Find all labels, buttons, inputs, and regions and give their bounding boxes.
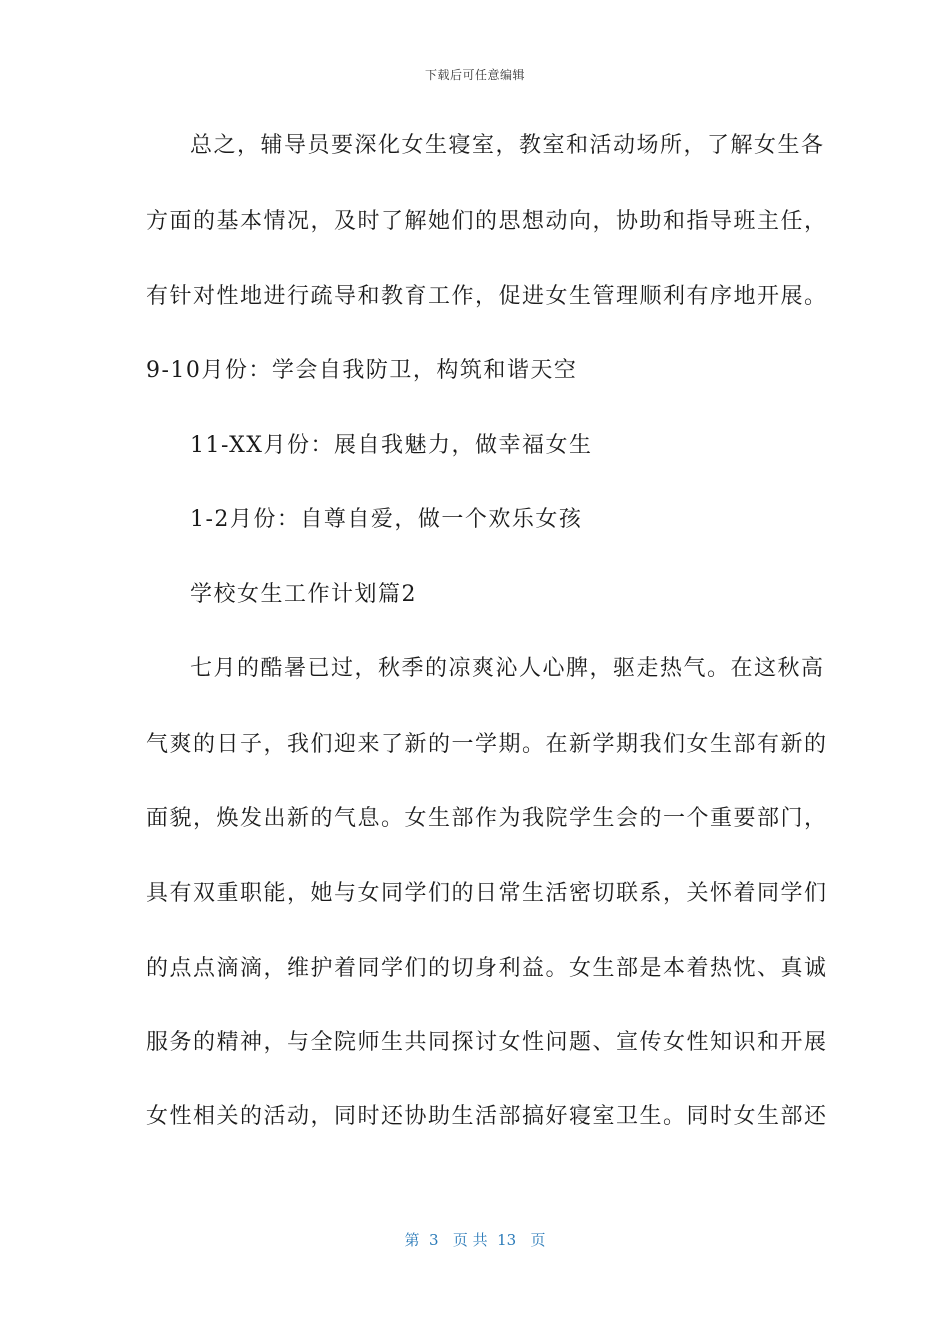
body-line-14: 女性相关的活动，同时还协助生活部搞好寝室卫生。同时女生部还 [146, 1104, 828, 1129]
body-line-13: 服务的精神，与全院师生共同探讨女性问题、宣传女性知识和开展 [146, 1030, 828, 1055]
body-line-3: 有针对性地进行疏导和教育工作，促进女生管理顺利有序地开展。 [146, 284, 828, 309]
section-heading: 学校女生工作计划篇2 [190, 582, 417, 607]
body-line-9: 气爽的日子，我们迎来了新的一学期。在新学期我们女生部有新的 [146, 732, 828, 757]
body-line-2: 方面的基本情况，及时了解她们的思想动向，协助和指导班主任， [146, 209, 828, 234]
body-line-11: 具有双重职能，她与女同学们的日常生活密切联系，关怀着同学们 [146, 881, 828, 906]
body-line-6: 1-2月份：自尊自爱，做一个欢乐女孩 [190, 507, 583, 532]
body-line-4: 9-10月份：学会自我防卫，构筑和谐天空 [146, 358, 578, 383]
page-header: 下载后可任意编辑 [424, 68, 525, 82]
body-line-8: 七月的酷暑已过，秋季的凉爽沁人心脾，驱走热气。在这秋高 [190, 656, 825, 681]
body-line-1: 总之，辅导员要深化女生寝室，教室和活动场所，了解女生各 [190, 133, 825, 158]
body-line-10: 面貌，焕发出新的气息。女生部作为我院学生会的一个重要部门， [146, 806, 828, 831]
body-line-12: 的点点滴滴，维护着同学们的切身利益。女生部是本着热忱、真诚 [146, 956, 828, 981]
body-line-5: 11-XX月份：展自我魅力，做幸福女生 [190, 433, 593, 458]
page-footer: 第 3 页 共 13 页 [404, 1231, 546, 1249]
